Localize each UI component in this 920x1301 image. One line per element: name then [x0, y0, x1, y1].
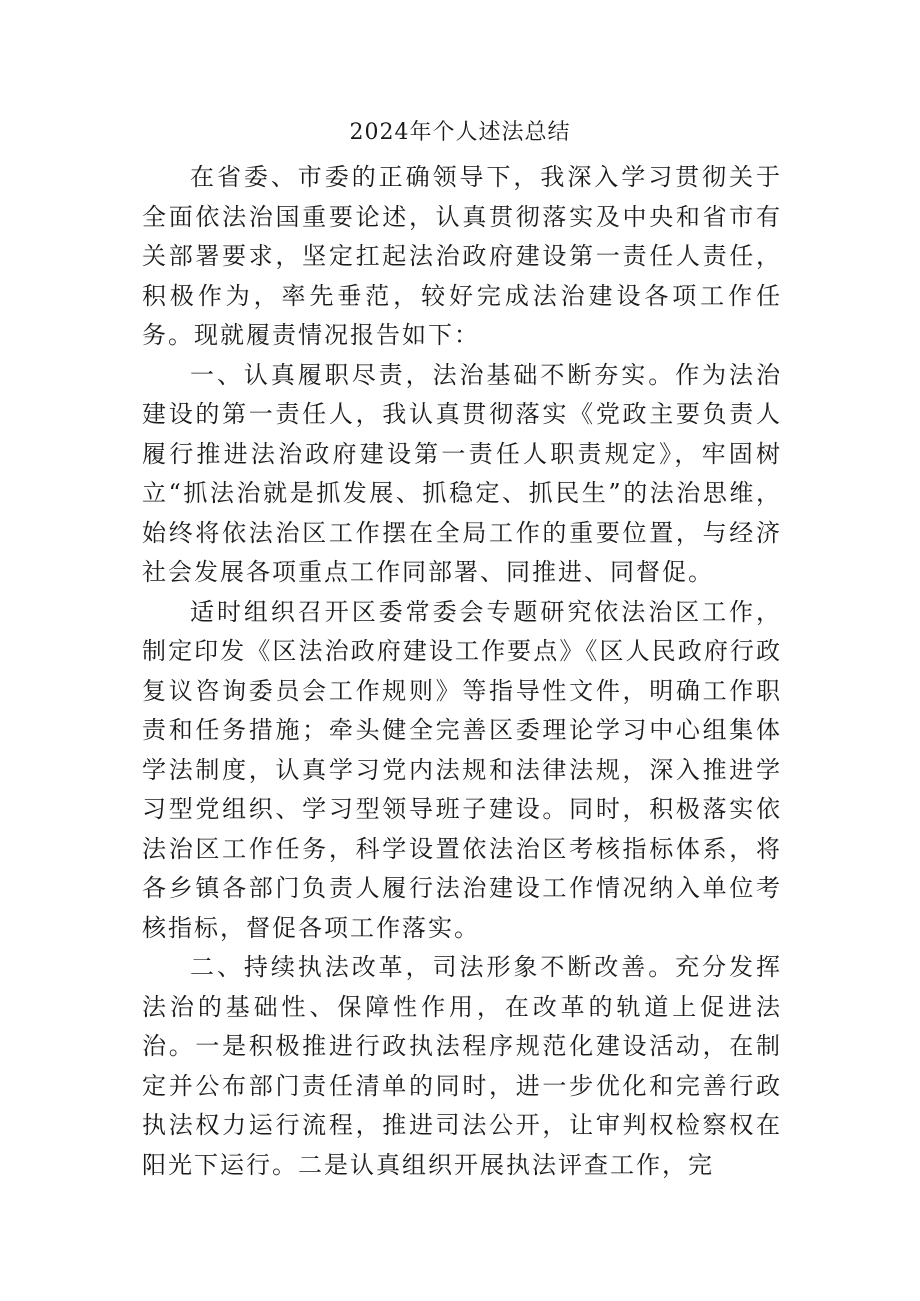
paragraph-section-1-detail: 适时组织召开区委常委会专题研究依法治区工作，制定印发《区法治政府建设工作要点》《区人民政府行政复议咨询委员会工作规则》等指导性文件，明确工作职责和任务措施；牵头健全完善区委理论学习中心组集体学法制度，认真学习党内法规和法律法规，深入推进学习型党组织、学习型领导班子建设。同时，积极落实依法治区工作任务，科学设置依法治区考核指标体系，将各乡镇各部门负责人履行法治建设工作情况纳入单位考核指标，督促各项工作落实。 — [142, 597, 782, 942]
paragraph-section-1: 一、认真履职尽责，法治基础不断夯实。作为法治建设的第一责任人，我认真贯彻落实《党政主要负责人履行推进法治政府建设第一责任人职责规定》，牢固树立“抓法治就是抓发展、抓稳定、抓民生”的法治思维，始终将依法治区工作摆在全局工作的重要位置，与经济社会发展各项重点工作同部署、同推进、同督促。 — [142, 360, 782, 586]
document-body — [142, 158, 782, 1185]
document-title: 2024年个人述法总结 — [349, 120, 571, 145]
paragraph-intro: 在省委、市委的正确领导下，我深入学习贯彻关于全面依法治国重要论述，认真贯彻落实及中央和省市有关部署要求，坚定扛起法治政府建设第一责任人责任，积极作为，率先垂范，较好完成法治建设各项工作任务。现就履责情况报告如下： — [142, 163, 782, 349]
paragraph-section-2: 二、持续执法改革，司法形象不断改善。充分发挥法治的基础性、保障性作用，在改革的轨道上促进法治。一是积极推进行政执法程序规范化建设活动，在制定并公布部门责任清单的同时，进一步优化和完善行政执法权力运行流程，推进司法公开，让审判权检察权在阳光下运行。二是认真组织开展执法评查工作，完 — [142, 953, 782, 1179]
